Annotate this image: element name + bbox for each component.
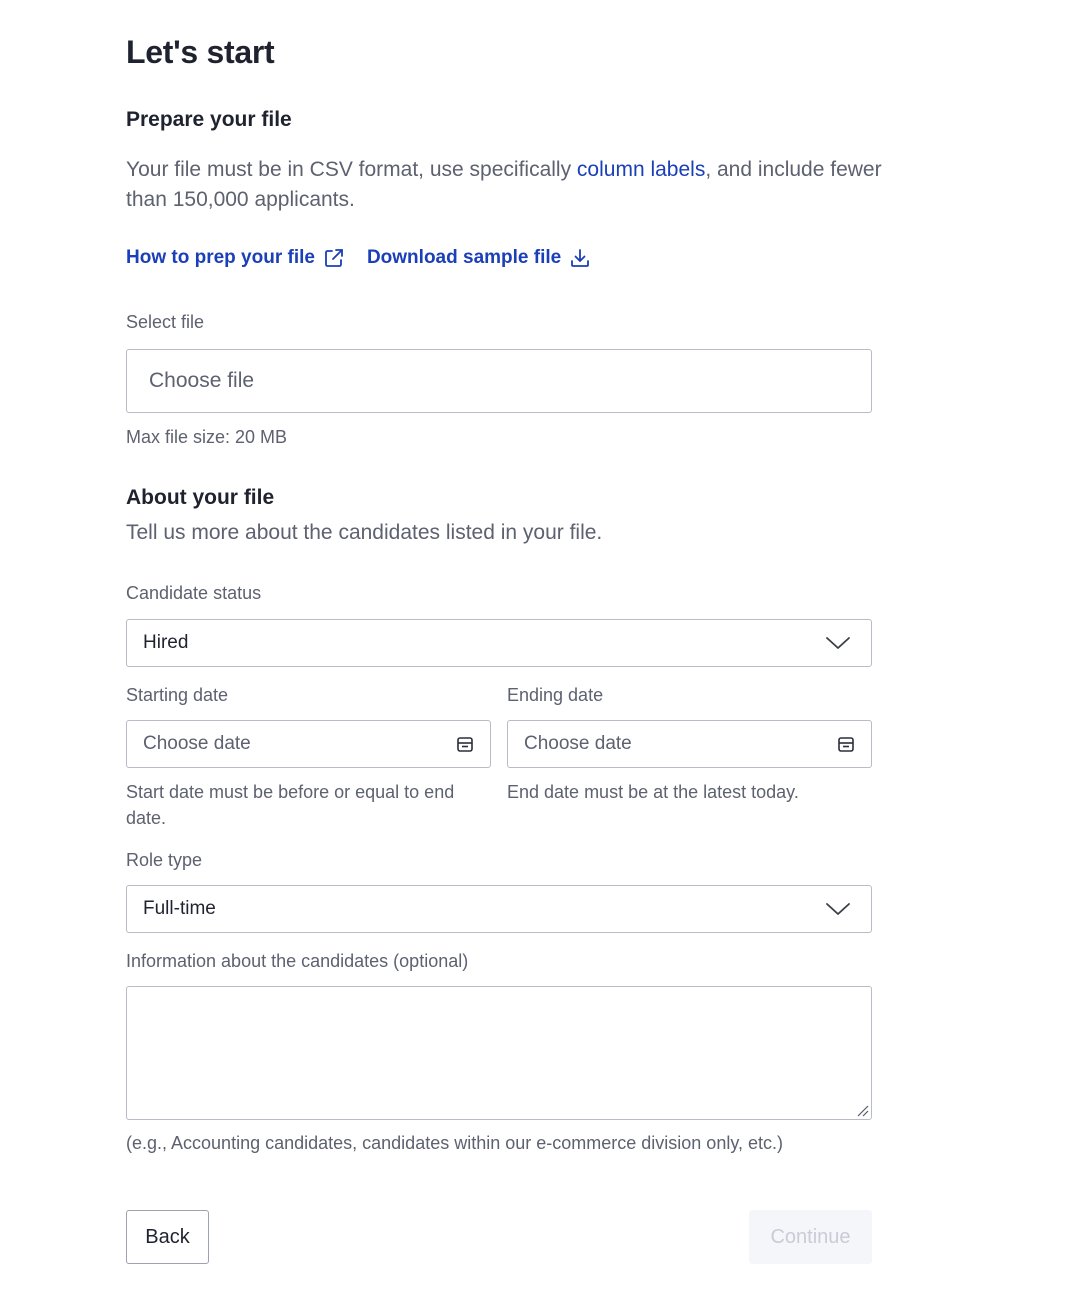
candidate-info-label: Information about the candidates (optional): [126, 951, 469, 971]
chevron-down-icon: [825, 635, 851, 651]
prepare-desc-text-end: , and include fewer than 150,000 applicants.: [126, 158, 882, 211]
ending-date-label: Ending date: [507, 685, 604, 705]
external-link-icon: [323, 247, 345, 269]
file-input-placeholder: Choose file: [149, 369, 255, 392]
prepare-description: [126, 155, 886, 215]
file-input[interactable]: [126, 349, 872, 413]
candidate-status-label: Candidate status: [126, 583, 262, 603]
resize-handle-icon[interactable]: [855, 1103, 869, 1117]
select-file-label: Select file: [126, 312, 205, 332]
calendar-icon[interactable]: [456, 735, 474, 753]
continue-button[interactable]: Continue: [749, 1210, 872, 1264]
download-sample-label: Download sample file: [366, 247, 562, 268]
page-title: Let's start: [126, 34, 275, 70]
file-size-hint: Max file size: 20 MB: [126, 427, 288, 447]
download-icon: [569, 247, 591, 269]
ending-date-hint: End date must be at the latest today.: [507, 782, 799, 802]
candidate-info-hint: (e.g., Accounting candidates, candidates within our e-commerce division only, etc.): [126, 1133, 783, 1153]
starting-date-hint: Start date must be before or equal to end date.: [126, 782, 455, 828]
starting-date-placeholder: Choose date: [143, 733, 251, 754]
about-heading: About your file: [126, 486, 275, 509]
starting-date-input[interactable]: [126, 720, 491, 768]
chevron-down-icon: [825, 901, 851, 917]
download-sample-link[interactable]: [367, 247, 591, 269]
ending-date-placeholder: Choose date: [524, 733, 632, 754]
candidate-status-value: Hired: [143, 632, 189, 653]
candidate-info-textarea[interactable]: [126, 986, 872, 1120]
prepare-desc-text: Your file must be in CSV format, use specifically: [126, 158, 577, 181]
how-to-prep-link[interactable]: [126, 247, 345, 269]
role-type-label: Role type: [126, 850, 203, 870]
back-button[interactable]: Back: [126, 1210, 209, 1264]
prepare-links: [126, 247, 613, 269]
about-description: Tell us more about the candidates listed in your file.: [126, 521, 603, 544]
how-to-prep-label: How to prep your file: [126, 247, 315, 268]
starting-date-label: Starting date: [126, 685, 229, 705]
calendar-icon[interactable]: [837, 735, 855, 753]
ending-date-input[interactable]: [507, 720, 872, 768]
candidate-status-select[interactable]: [126, 619, 872, 667]
column-labels-link[interactable]: column labels: [576, 158, 706, 181]
role-type-select[interactable]: [126, 885, 872, 933]
prepare-heading: Prepare your file: [126, 108, 292, 131]
role-type-value: Full-time: [143, 898, 216, 919]
